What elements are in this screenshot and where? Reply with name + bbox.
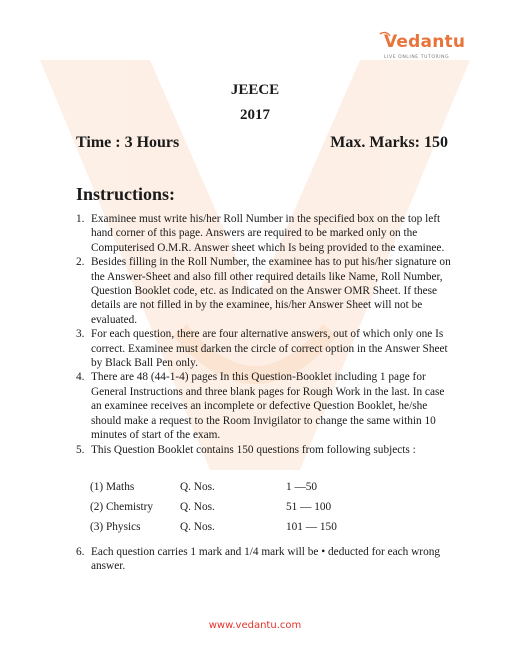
subject-qnos-label: Q. Nos.	[180, 481, 215, 493]
item-text: Each question carries 1 mark and 1/4 mark will be • deducted for each wrong answer.	[91, 546, 441, 573]
exam-year: 2017	[240, 107, 270, 123]
instruction-item	[76, 255, 456, 327]
exam-max-marks: Max. Marks: 150	[330, 134, 448, 151]
brand-tagline: LIVE ONLINE TUTORING	[384, 55, 450, 60]
instructions-list	[76, 212, 456, 457]
brand-logo-text: Vedantu	[384, 32, 466, 52]
item-number: 2.	[76, 256, 85, 269]
subject-row	[90, 481, 390, 501]
item-number: 5.	[76, 443, 85, 456]
exam-time: Time : 3 Hours	[76, 134, 180, 151]
item-text: There are 48 (44-1-4) pages In this Question-Booklet including 1 page for General Instructions and three blank pages for Rough Work in the last. In case an examinee receives an incomplete or defective Question Booklet, he/she should make a request to the Room Invigilator to change the same within 10 minutes of start of the exam.	[91, 371, 445, 442]
subject-range: 1 —50	[286, 481, 318, 493]
subject-qnos-label: Q. Nos.	[180, 501, 215, 513]
subject-range: 101 — 150	[286, 521, 337, 533]
item-text: Examinee must write his/her Roll Number in the specified box on the top left hand corner of this page. Answers are required to be marked only on the Computerised O.M.R. Answer sheet which Is being provided to the examinee.	[91, 213, 445, 254]
instructions-heading: Instructions:	[76, 184, 176, 204]
exam-title: JEECE	[230, 82, 280, 98]
footer-url-link[interactable]: www.vedantu.com	[208, 620, 302, 631]
instruction-item	[76, 443, 456, 457]
subject-range: 51 — 100	[286, 501, 332, 513]
item-number: 3.	[76, 328, 85, 341]
item-number: 1.	[76, 213, 85, 225]
subject-name: (3) Physics	[90, 521, 141, 533]
item-number: 4.	[76, 371, 85, 384]
item-text: This Question Booklet contains 150 questions from following subjects :	[91, 443, 416, 456]
instruction-item	[76, 545, 456, 574]
item-text: Besides filling in the Roll Number, the examinee has to put his/her signature on the Answer-Sheet and also fill other required details like Name, Roll Number, Question Booklet code, etc. as Indicated on the Answer OMR Sheet. If these details are not filled in by the examinee, his/her Answer Sheet will not be evaluated.	[91, 256, 451, 326]
instruction-item	[76, 370, 456, 442]
subject-name: (1) Maths	[90, 481, 135, 493]
item-text: For each question, there are four alternative answers, out of which only one Is correct. Examinee must darken the circle of correct option in the Answer Sheet by Black Ball Pen only.	[91, 328, 448, 370]
instruction-item	[76, 327, 456, 370]
instruction-item	[76, 212, 456, 255]
subject-name: (2) Chemistry	[90, 501, 154, 513]
subject-row	[90, 521, 390, 541]
subject-qnos-label: Q. Nos.	[180, 521, 215, 533]
subjects-table	[90, 481, 390, 541]
subject-row	[90, 501, 390, 521]
item-number: 6.	[76, 546, 85, 558]
